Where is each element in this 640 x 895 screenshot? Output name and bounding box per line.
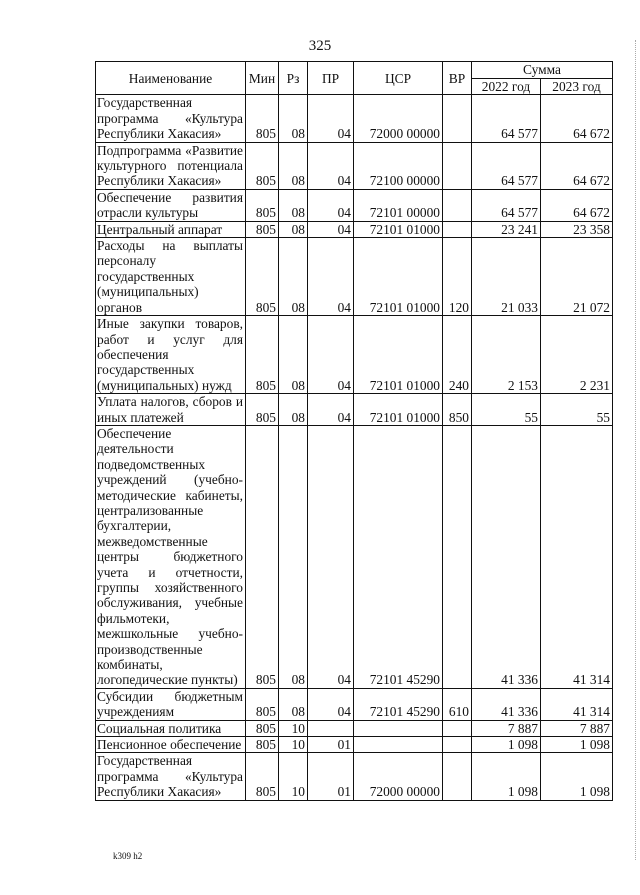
header-csr: ЦСР	[354, 62, 443, 95]
cell-vr	[443, 720, 472, 736]
cell-pr: 04	[308, 316, 354, 394]
cell-2023: 41 314	[541, 425, 613, 688]
cell-rz: 08	[279, 221, 308, 237]
cell-vr	[443, 95, 472, 142]
cell-rz: 08	[279, 394, 308, 426]
cell-name: Обеспечение развития отрасли культуры	[96, 189, 246, 221]
header-min: Мин	[246, 62, 279, 95]
cell-rz: 10	[279, 753, 308, 800]
header-year-2023: 2023 год	[541, 79, 613, 95]
cell-rz: 08	[279, 316, 308, 394]
scan-edge-line	[633, 40, 636, 860]
cell-min: 805	[246, 737, 279, 753]
cell-csr: 72101 01000	[354, 394, 443, 426]
cell-rz: 10	[279, 720, 308, 736]
cell-csr: 72101 45290	[354, 425, 443, 688]
table-row	[96, 142, 613, 189]
table-row	[96, 737, 613, 753]
cell-2022: 21 033	[472, 238, 541, 316]
cell-2022: 41 336	[472, 688, 541, 720]
cell-csr: 72000 00000	[354, 95, 443, 142]
cell-name: Уплата налогов, сборов и иных платежей	[96, 394, 246, 426]
cell-vr: 120	[443, 238, 472, 316]
cell-pr	[308, 720, 354, 736]
cell-csr: 72101 01000	[354, 221, 443, 237]
cell-csr: 72101 01000	[354, 238, 443, 316]
cell-pr: 01	[308, 737, 354, 753]
cell-pr: 04	[308, 394, 354, 426]
cell-name: Иные закупки товаров, работ и услуг для обеспечения государственных (муниципальных) нужд	[96, 316, 246, 394]
cell-pr: 04	[308, 688, 354, 720]
table-row	[96, 688, 613, 720]
cell-csr: 72101 45290	[354, 688, 443, 720]
table-row	[96, 753, 613, 800]
cell-vr	[443, 221, 472, 237]
cell-name: Центральный аппарат	[96, 221, 246, 237]
cell-pr: 04	[308, 238, 354, 316]
cell-2023: 64 672	[541, 142, 613, 189]
budget-table	[95, 61, 613, 801]
cell-vr: 850	[443, 394, 472, 426]
cell-2023: 7 887	[541, 720, 613, 736]
cell-2023: 64 672	[541, 95, 613, 142]
cell-vr: 610	[443, 688, 472, 720]
cell-min: 805	[246, 316, 279, 394]
header-year-2022: 2022 год	[472, 79, 541, 95]
cell-rz: 08	[279, 189, 308, 221]
cell-name: Расходы на выплаты персоналу государственных (муниципальных) органов	[96, 238, 246, 316]
cell-rz: 10	[279, 737, 308, 753]
cell-2022: 64 577	[472, 95, 541, 142]
table-row	[96, 221, 613, 237]
cell-min: 805	[246, 95, 279, 142]
cell-2022: 1 098	[472, 753, 541, 800]
cell-name: Подпрограмма «Развитие культурного потенциала Республики Хакасия»	[96, 142, 246, 189]
cell-2022: 64 577	[472, 142, 541, 189]
cell-min: 805	[246, 221, 279, 237]
table-row	[96, 316, 613, 394]
cell-2023: 41 314	[541, 688, 613, 720]
cell-2022: 41 336	[472, 425, 541, 688]
cell-csr: 72101 01000	[354, 316, 443, 394]
header-pr: ПР	[308, 62, 354, 95]
cell-2023: 21 072	[541, 238, 613, 316]
cell-vr	[443, 425, 472, 688]
table-row	[96, 720, 613, 736]
cell-rz: 08	[279, 238, 308, 316]
cell-pr: 04	[308, 221, 354, 237]
cell-csr	[354, 737, 443, 753]
cell-2023: 23 358	[541, 221, 613, 237]
cell-name: Пенсионное обеспечение	[96, 737, 246, 753]
header-sum: Сумма	[472, 62, 613, 79]
cell-vr	[443, 142, 472, 189]
cell-2023: 64 672	[541, 189, 613, 221]
cell-min: 805	[246, 394, 279, 426]
cell-name: Субсидии бюджетным учреждениям	[96, 688, 246, 720]
cell-2023: 55	[541, 394, 613, 426]
cell-name: Государственная программа «Культура Республики Хакасия»	[96, 95, 246, 142]
cell-csr: 72000 00000	[354, 753, 443, 800]
table-row	[96, 189, 613, 221]
cell-csr	[354, 720, 443, 736]
cell-min: 805	[246, 688, 279, 720]
cell-name: Обеспечение деятельности подведомственных учреждений (учебно-методические кабинеты, централизованные бухгалтерии, межведомственные центры бюджетного учета и отчетности, группы хозяйственного обслуживания, учебные фильмотеки, межшкольные учебно-производственные комбинаты, логопедические пункты)	[96, 425, 246, 688]
cell-pr: 04	[308, 142, 354, 189]
cell-min: 805	[246, 720, 279, 736]
cell-min: 805	[246, 238, 279, 316]
cell-2022: 23 241	[472, 221, 541, 237]
cell-rz: 08	[279, 95, 308, 142]
table-row	[96, 425, 613, 688]
header-vr: ВР	[443, 62, 472, 95]
cell-rz: 08	[279, 425, 308, 688]
cell-vr	[443, 189, 472, 221]
cell-min: 805	[246, 189, 279, 221]
cell-vr	[443, 753, 472, 800]
table-row	[96, 238, 613, 316]
cell-min: 805	[246, 425, 279, 688]
cell-pr: 01	[308, 753, 354, 800]
cell-2022: 55	[472, 394, 541, 426]
cell-name: Государственная программа «Культура Республики Хакасия»	[96, 753, 246, 800]
footer-code: k309 h2	[113, 851, 143, 861]
cell-csr: 72101 00000	[354, 189, 443, 221]
cell-pr: 04	[308, 189, 354, 221]
cell-rz: 08	[279, 142, 308, 189]
cell-2022: 7 887	[472, 720, 541, 736]
page-number: 325	[308, 38, 332, 54]
cell-2023: 2 231	[541, 316, 613, 394]
cell-vr: 240	[443, 316, 472, 394]
cell-name: Социальная политика	[96, 720, 246, 736]
cell-csr: 72100 00000	[354, 142, 443, 189]
cell-rz: 08	[279, 688, 308, 720]
cell-vr	[443, 737, 472, 753]
cell-2023: 1 098	[541, 737, 613, 753]
header-name: Наименование	[96, 62, 246, 95]
cell-2023: 1 098	[541, 753, 613, 800]
cell-2022: 1 098	[472, 737, 541, 753]
cell-2022: 2 153	[472, 316, 541, 394]
table-row	[96, 95, 613, 142]
cell-2022: 64 577	[472, 189, 541, 221]
cell-pr: 04	[308, 425, 354, 688]
cell-min: 805	[246, 142, 279, 189]
cell-pr: 04	[308, 95, 354, 142]
cell-min: 805	[246, 753, 279, 800]
table-row	[96, 394, 613, 426]
table-body	[96, 95, 613, 800]
header-rz: Рз	[279, 62, 308, 95]
